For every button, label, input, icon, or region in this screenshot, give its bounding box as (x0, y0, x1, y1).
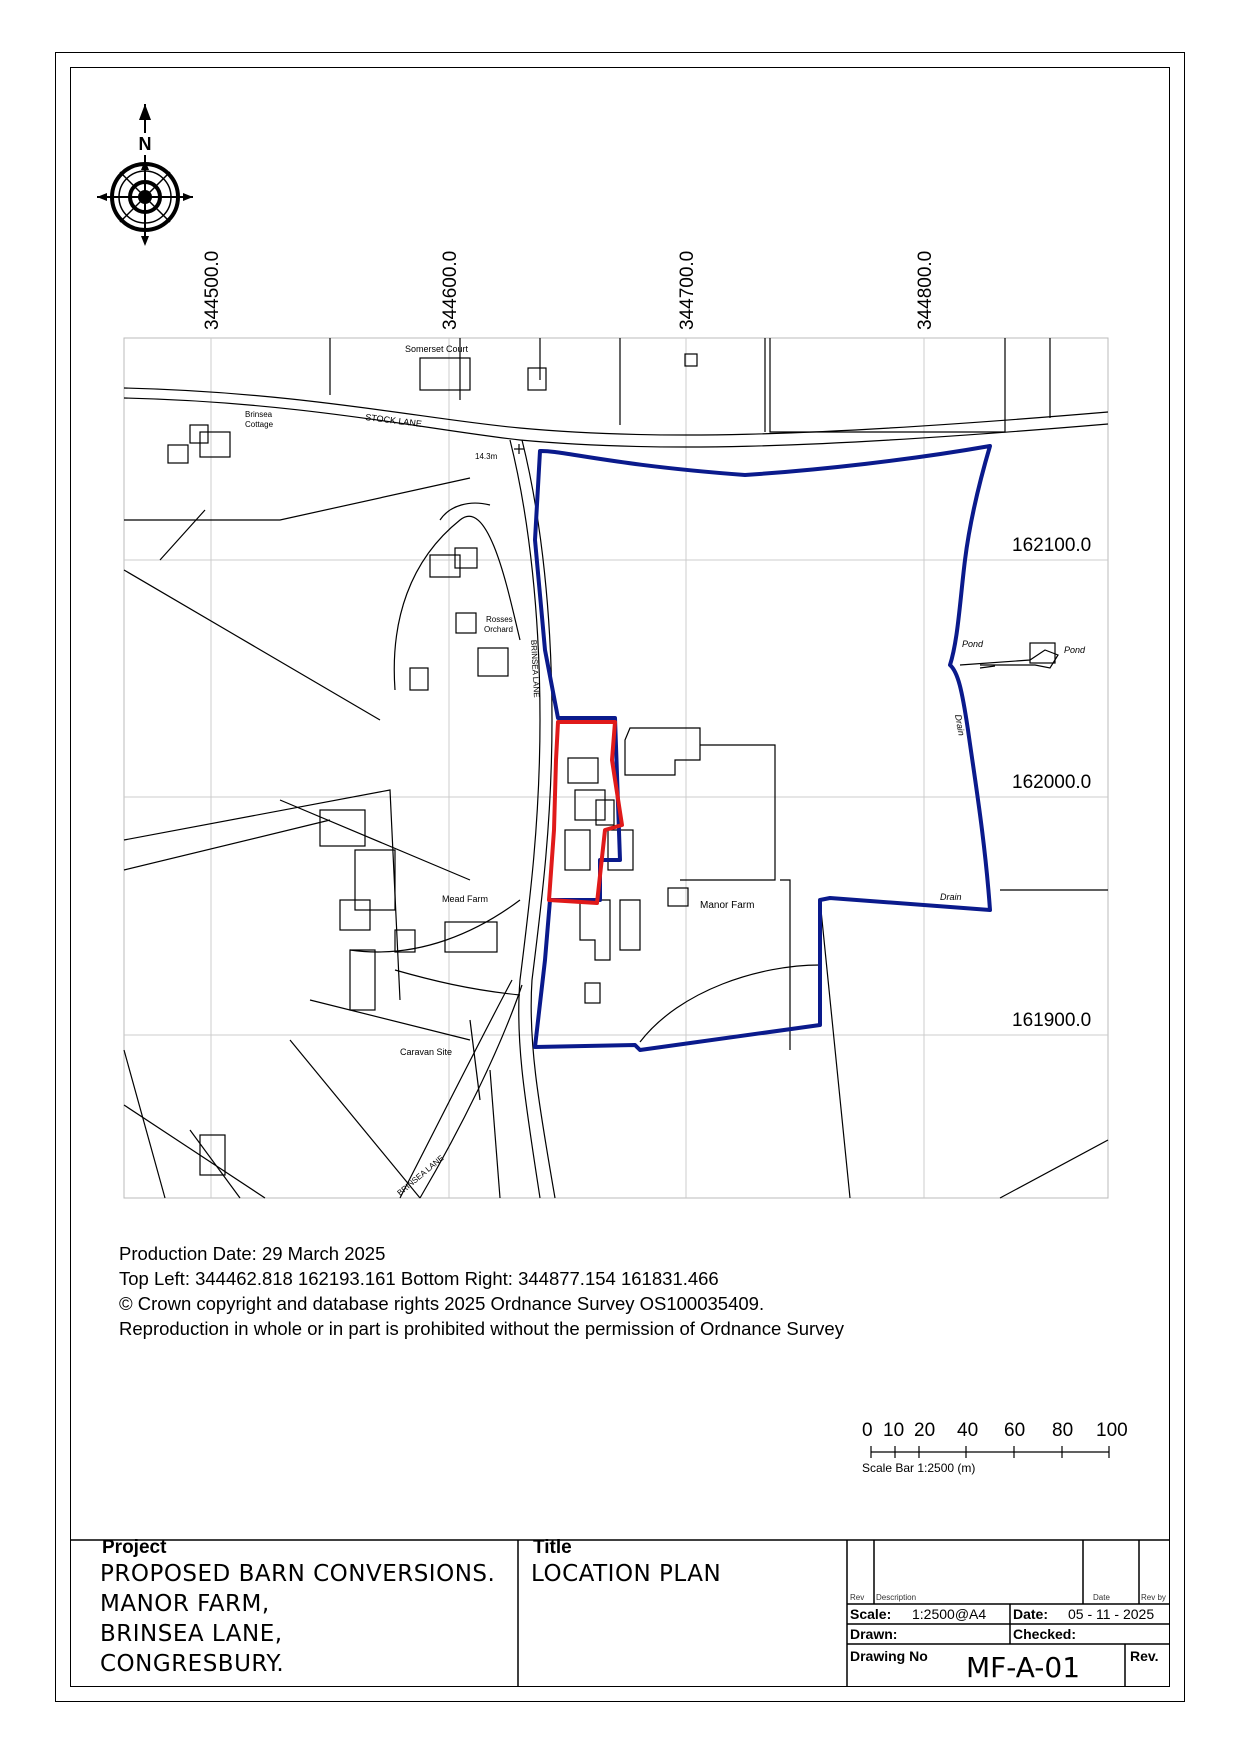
date-value: 05 - 11 - 2025 (1068, 1606, 1155, 1622)
scale-tick-40: 40 (957, 1420, 979, 1441)
grid-easting-344700: 344700.0 (677, 250, 698, 330)
extent-coordinates: Top Left: 344462.818 162193.161 Bottom Right: 344877.154 161831.466 (119, 1268, 719, 1289)
drawing-number-label: Drawing No (850, 1648, 928, 1664)
scale-bar-caption: Scale Bar 1:2500 (m) (862, 1461, 976, 1475)
scale-tick-20: 20 (914, 1420, 936, 1441)
scale-bar (871, 1446, 1109, 1458)
grid-easting-344800: 344800.0 (915, 250, 936, 330)
description-column-header: Description (876, 1593, 917, 1602)
label-brinsea-cottage-2: Cottage (245, 420, 274, 429)
label-caravan-site: Caravan Site (400, 1047, 453, 1057)
revision-label: Rev. (1130, 1648, 1159, 1664)
label-brinsea-cottage-1: Brinsea (245, 410, 273, 419)
label-rosses-orchard-2: Orchard (484, 625, 513, 634)
label-spot-height: 14.3m (475, 452, 498, 461)
north-label: N (138, 134, 152, 154)
label-drain-2: Drain (940, 892, 962, 902)
label-pond-2: Pond (1064, 645, 1086, 655)
label-stock-lane: STOCK LANE (364, 412, 423, 429)
scale-tick-100: 100 (1096, 1420, 1128, 1441)
drawn-label: Drawn: (850, 1626, 898, 1642)
production-notes (119, 1241, 844, 1341)
label-drain-1: Drain (953, 713, 967, 737)
scale-label: Scale: (850, 1606, 892, 1622)
project-line-3: BRINSEA LANE, (100, 1621, 283, 1647)
project-line-2: MANOR FARM, (100, 1591, 270, 1617)
project-heading: Project (102, 1537, 167, 1558)
production-date: Production Date: 29 March 2025 (119, 1243, 386, 1264)
checked-label: Checked: (1013, 1626, 1077, 1642)
label-brinsea-lane: BRINSEA LANE (529, 639, 542, 698)
label-mead-farm: Mead Farm (442, 894, 489, 904)
label-somerset-court: Somerset Court (405, 344, 469, 354)
scale-tick-80: 80 (1052, 1420, 1074, 1441)
reproduction-notice: Reproduction in whole or in part is prohibited without the permission of Ordnance Survey (119, 1318, 844, 1339)
date-label: Date: (1013, 1606, 1049, 1622)
label-pond-1: Pond (962, 639, 984, 649)
drawing-number-value: MF-A-01 (966, 1651, 1081, 1684)
rev-column-header: Rev (850, 1593, 865, 1602)
drawing-title: LOCATION PLAN (531, 1561, 722, 1587)
grid-northing-162000: 162000.0 (1012, 772, 1092, 793)
label-rosses-orchard-1: Rosses (486, 615, 513, 624)
scale-value: 1:2500@A4 (912, 1606, 987, 1622)
scale-tick-10: 10 (883, 1420, 905, 1441)
date-column-header: Date (1093, 1593, 1110, 1602)
title-heading: Title (533, 1537, 572, 1558)
project-line-1: PROPOSED BARN CONVERSIONS. (100, 1561, 496, 1587)
rev-by-column-header: Rev by (1141, 1593, 1166, 1602)
label-manor-farm: Manor Farm (700, 900, 755, 911)
project-line-4: CONGRESBURY. (100, 1651, 285, 1677)
compass-rose-icon (97, 104, 193, 246)
grid-easting-344500: 344500.0 (202, 250, 223, 330)
scale-tick-0: 0 (862, 1420, 873, 1441)
grid-northing-161900: 161900.0 (1012, 1010, 1092, 1031)
label-brinsea-lane-south: BRINSEA LANE (395, 1153, 446, 1198)
copyright-notice: © Crown copyright and database rights 2025 Ordnance Survey OS100035409. (119, 1293, 765, 1314)
grid-northing-162100: 162100.0 (1012, 535, 1092, 556)
grid-easting-344600: 344600.0 (440, 250, 461, 330)
scale-tick-60: 60 (1004, 1420, 1026, 1441)
